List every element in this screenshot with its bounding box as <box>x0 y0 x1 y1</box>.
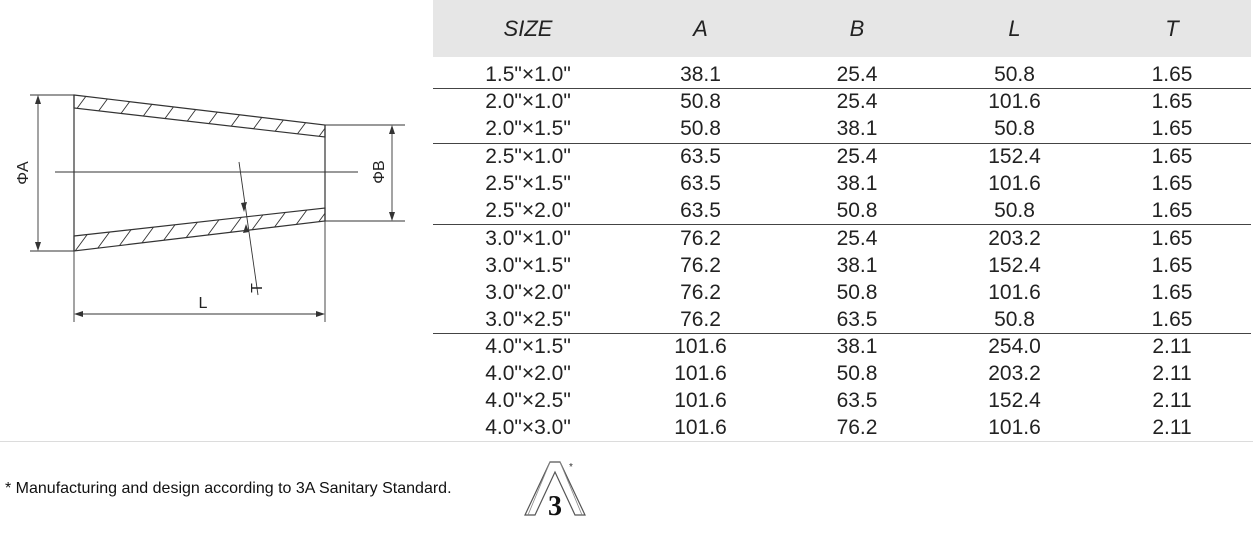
table-row <box>433 198 1251 225</box>
logo-number: 3 <box>548 491 562 520</box>
3a-sanitary-standard-logo-icon <box>525 462 585 520</box>
table-cell: 25.4 <box>778 143 936 170</box>
table-row <box>433 143 1251 170</box>
table-cell: 63.5 <box>836 307 878 331</box>
table-cell: 38.1 <box>778 334 936 361</box>
3a-logo <box>520 460 590 520</box>
phi-a-label: ΦA <box>15 161 32 185</box>
table-row <box>433 415 1251 442</box>
table-row <box>433 252 1251 279</box>
table-row <box>433 306 1251 333</box>
table-header-row <box>433 0 1251 57</box>
table-cell: 1.65 <box>1151 253 1193 277</box>
table-row <box>433 388 1251 415</box>
table-cell: 203.2 <box>936 225 1093 252</box>
table-row <box>433 116 1251 143</box>
table-cell: 2.11 <box>1152 416 1192 440</box>
table-cell: 2.0"×1.0" <box>433 89 623 116</box>
table-cell: 50.8 <box>680 117 721 141</box>
table-cell: 76.2 <box>836 416 878 440</box>
header-t: T <box>1093 0 1251 57</box>
table-row <box>433 57 1251 89</box>
table-cell: 101.6 <box>988 172 1041 196</box>
table-cell: 3.0"×2.0" <box>485 280 571 304</box>
table-cell: 2.0"×1.5" <box>485 117 571 141</box>
reducer-drawing <box>0 0 430 440</box>
table-cell: 76.2 <box>680 307 721 331</box>
table-cell: 152.4 <box>988 253 1041 277</box>
phi-b-label: ΦB <box>371 160 388 184</box>
table-cell: 63.5 <box>680 199 721 222</box>
table-cell: 50.8 <box>836 199 878 222</box>
table-cell: 50.8 <box>836 280 878 304</box>
table-cell: 25.4 <box>836 62 878 86</box>
table-cell: 152.4 <box>936 143 1093 170</box>
table-cell: 1.65 <box>1151 307 1193 331</box>
table-cell: 2.11 <box>1152 362 1192 386</box>
table-cell: 63.5 <box>623 143 778 170</box>
table-cell: 3.0"×2.5" <box>485 307 571 331</box>
divider <box>0 441 1253 442</box>
header-b: B <box>778 0 936 57</box>
table-cell: 50.8 <box>994 199 1035 222</box>
table-cell: 38.1 <box>836 172 878 196</box>
table-cell: 1.5"×1.0" <box>485 62 571 86</box>
table-cell: 76.2 <box>623 225 778 252</box>
table-cell: 101.6 <box>674 362 727 386</box>
table-cell: 50.8 <box>994 307 1035 331</box>
table-row <box>433 279 1251 306</box>
table-cell: 254.0 <box>936 334 1093 361</box>
table-cell: 1.65 <box>1093 89 1251 116</box>
table-cell: 76.2 <box>680 280 721 304</box>
table-cell: 63.5 <box>680 172 721 196</box>
table-cell: 1.65 <box>1151 62 1193 86</box>
l-label: L <box>198 295 208 312</box>
bottom-wall <box>74 208 325 251</box>
table-row <box>433 225 1251 252</box>
table-cell: 25.4 <box>778 89 936 116</box>
table-cell: 38.1 <box>836 253 878 277</box>
table-cell: 50.8 <box>994 62 1035 86</box>
table-cell: 152.4 <box>988 389 1041 413</box>
table-cell: 203.2 <box>988 362 1041 386</box>
table-cell: 2.11 <box>1152 389 1192 413</box>
table-cell: 101.6 <box>988 280 1041 304</box>
table-cell: 101.6 <box>674 389 727 413</box>
logo-mark: * <box>569 462 573 473</box>
table-row <box>433 171 1251 198</box>
footnote: * Manufacturing and design according to 3A Sanitary Standard. <box>5 480 452 497</box>
table-cell: 1.65 <box>1093 143 1251 170</box>
table-cell: 50.8 <box>836 362 878 386</box>
table-cell: 3.0"×1.0" <box>433 225 623 252</box>
table-cell: 101.6 <box>988 416 1041 440</box>
table-cell: 2.11 <box>1093 334 1251 361</box>
table-cell: 38.1 <box>680 62 721 86</box>
top-wall <box>74 95 325 137</box>
table-cell: 38.1 <box>836 117 878 141</box>
size-table <box>433 0 1251 442</box>
table-cell: 76.2 <box>680 253 721 277</box>
t-label: T <box>249 283 266 293</box>
header-size: SIZE <box>433 0 623 57</box>
table-cell: 1.65 <box>1151 172 1193 196</box>
table-cell: 101.6 <box>936 89 1093 116</box>
table-cell: 4.0"×1.5" <box>433 334 623 361</box>
table-row <box>433 361 1251 388</box>
table-cell: 1.65 <box>1151 117 1193 141</box>
table-body <box>433 57 1251 442</box>
table-cell: 3.0"×1.5" <box>485 253 571 277</box>
table-cell: 25.4 <box>778 225 936 252</box>
table-cell: 2.5"×1.0" <box>433 143 623 170</box>
table-row <box>433 89 1251 116</box>
header-l: L <box>936 0 1093 57</box>
header-a: A <box>623 0 778 57</box>
table-cell: 101.6 <box>674 416 727 440</box>
table-cell: 101.6 <box>623 334 778 361</box>
table-cell: 63.5 <box>836 389 878 413</box>
table-cell: 4.0"×2.0" <box>485 362 571 386</box>
table-cell: 4.0"×3.0" <box>485 416 571 440</box>
table-cell: 2.5"×1.5" <box>485 172 571 196</box>
table-cell: 4.0"×2.5" <box>485 389 571 413</box>
table-row <box>433 334 1251 361</box>
table-cell: 2.5"×2.0" <box>485 199 571 222</box>
table-cell: 50.8 <box>994 117 1035 141</box>
table-cell: 1.65 <box>1151 280 1193 304</box>
table-cell: 1.65 <box>1151 199 1193 222</box>
table-cell: 50.8 <box>623 89 778 116</box>
table-cell: 1.65 <box>1093 225 1251 252</box>
